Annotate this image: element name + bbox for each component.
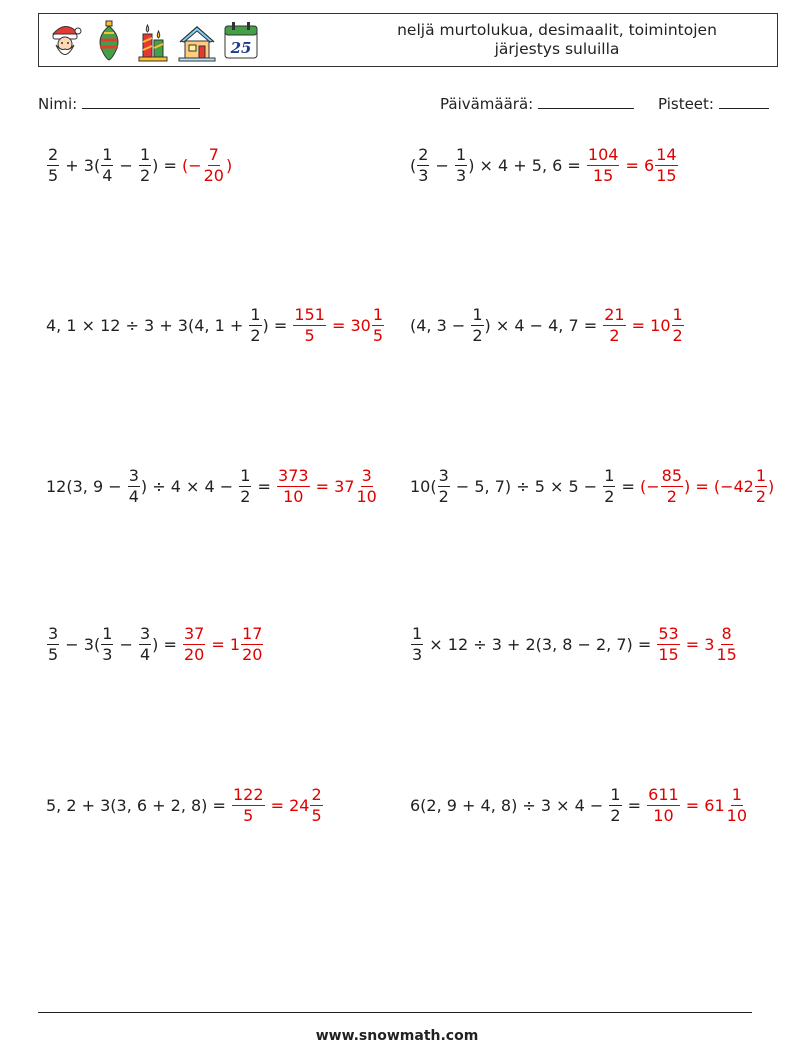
expression-text: − 5, 7) ÷ 5 × 5 −	[450, 477, 603, 496]
expression-text: )	[768, 477, 775, 496]
numerator: 37	[183, 624, 205, 643]
answer	[276, 468, 379, 505]
expression-text: = 6	[620, 156, 655, 175]
answer	[182, 147, 232, 184]
house-icon	[177, 18, 217, 62]
denominator: 20	[203, 166, 224, 185]
denominator: 15	[658, 645, 679, 664]
problem-10	[410, 787, 749, 824]
fraction	[755, 468, 767, 505]
santa-icon	[45, 18, 85, 62]
expression-text: (4, 3 −	[410, 316, 471, 335]
denominator: 2	[240, 487, 251, 506]
denominator: 2	[610, 806, 621, 825]
numerator: 3	[48, 624, 59, 643]
numerator: 1	[472, 305, 483, 324]
denominator: 5	[48, 166, 59, 185]
fraction	[372, 307, 384, 344]
numerator: 1	[102, 145, 113, 164]
denominator: 3	[456, 166, 467, 185]
fraction	[471, 307, 483, 344]
fraction	[657, 626, 679, 663]
fraction	[726, 787, 748, 824]
score-blank[interactable]	[719, 94, 769, 109]
denominator: 5	[304, 326, 315, 345]
expression-text: = 61	[680, 796, 725, 815]
fraction	[101, 626, 113, 663]
fraction	[603, 307, 625, 344]
denominator: 2	[438, 487, 449, 506]
denominator: 4	[128, 487, 139, 506]
answer	[656, 626, 738, 663]
fraction	[417, 147, 429, 184]
expression-text: )	[225, 156, 233, 175]
score-field[interactable]	[658, 94, 769, 113]
svg-text:25: 25	[230, 39, 252, 57]
denominator: 4	[102, 166, 113, 185]
expression-text: (	[410, 156, 417, 175]
numerator: 1	[240, 466, 251, 485]
fraction	[101, 147, 113, 184]
worksheet-title	[357, 21, 757, 59]
denominator: 5	[48, 645, 59, 664]
fraction	[47, 626, 59, 663]
numerator: 1	[372, 305, 384, 324]
numerator: 8	[721, 624, 732, 643]
numerator: 2	[311, 785, 322, 804]
numerator: 1	[139, 145, 151, 164]
denominator: 2	[666, 487, 677, 506]
expression-text: = 10	[626, 316, 671, 335]
fraction	[411, 626, 423, 663]
expression-text: × 12 ÷ 3 + 2(3, 8 − 2, 7) =	[424, 635, 657, 654]
answer	[182, 626, 264, 663]
answer	[646, 787, 749, 824]
denominator: 5	[372, 326, 384, 345]
expression-text: = 37	[310, 477, 355, 496]
expression-text: + 3(	[60, 156, 101, 175]
name-label: Nimi:	[38, 95, 78, 113]
footer-divider	[38, 1012, 752, 1013]
denominator: 3	[412, 645, 423, 664]
denominator: 2	[250, 326, 261, 345]
numerator: 1	[755, 466, 767, 485]
numerator: 373	[278, 466, 309, 485]
fraction	[277, 468, 310, 505]
denominator: 2	[139, 166, 151, 185]
expression-text: ) =	[152, 635, 182, 654]
answer	[292, 307, 385, 344]
numerator: 7	[208, 145, 219, 164]
expression-text: =	[252, 477, 277, 496]
problem-7	[46, 626, 264, 663]
problem-9	[46, 787, 324, 824]
problem-5	[46, 468, 379, 505]
expression-text: = 24	[265, 796, 310, 815]
problem-1	[46, 147, 232, 184]
date-field[interactable]	[440, 94, 634, 113]
numerator: 3	[139, 624, 151, 643]
numerator: 17	[242, 624, 263, 643]
calendar-icon	[221, 18, 261, 62]
denominator: 3	[102, 645, 113, 664]
numerator: 85	[661, 466, 683, 485]
fraction	[183, 626, 205, 663]
fraction	[438, 468, 450, 505]
date-blank[interactable]	[538, 94, 634, 109]
numerator: 3	[438, 466, 449, 485]
fraction	[655, 147, 677, 184]
fraction	[293, 307, 326, 344]
problem-8	[410, 626, 739, 663]
numerator: 1	[456, 145, 467, 164]
name-blank[interactable]	[82, 94, 200, 109]
fraction	[609, 787, 621, 824]
expression-text: = 1	[206, 635, 241, 654]
fraction	[128, 468, 140, 505]
denominator: 10	[653, 806, 674, 825]
expression-text: (−	[181, 156, 202, 175]
denominator: 20	[183, 645, 205, 664]
numerator: 104	[587, 145, 619, 164]
expression-text: −	[430, 156, 455, 175]
numerator: 1	[604, 466, 615, 485]
expression-text: =	[616, 477, 641, 496]
ornament-icon	[89, 18, 129, 62]
fraction	[356, 468, 378, 505]
expression-text: ) × 4 + 5, 6 =	[468, 156, 586, 175]
denominator: 2	[609, 326, 620, 345]
denominator: 15	[716, 645, 737, 664]
expression-text: ) =	[152, 156, 182, 175]
fraction	[47, 147, 59, 184]
denominator: 10	[356, 487, 377, 506]
expression-text: = 30	[326, 316, 371, 335]
fraction	[249, 307, 261, 344]
fraction	[310, 787, 322, 824]
expression-text: (−	[640, 477, 660, 496]
expression-text: 12(3, 9 −	[46, 477, 127, 496]
expression-text: = 3	[680, 635, 715, 654]
denominator: 5	[243, 806, 254, 825]
fraction	[603, 468, 615, 505]
title-line-1: neljä murtolukua, desimaalit, toimintojen	[397, 21, 717, 39]
date-label: Päivämäärä:	[440, 95, 534, 113]
fraction	[139, 626, 151, 663]
fraction	[587, 147, 620, 184]
answer	[602, 307, 684, 344]
fraction	[647, 787, 680, 824]
expression-text: −	[114, 156, 138, 175]
problem-3	[46, 307, 385, 344]
answer	[586, 147, 679, 184]
numerator: 3	[128, 466, 139, 485]
name-field[interactable]	[38, 94, 200, 113]
denominator: 15	[656, 166, 677, 185]
expression-text: ) ÷ 4 × 4 −	[140, 477, 239, 496]
numerator: 1	[412, 624, 423, 643]
numerator: 1	[102, 624, 113, 643]
expression-text: 4, 1 × 12 ÷ 3 + 3(4, 1 +	[46, 316, 249, 335]
fraction	[241, 626, 263, 663]
numerator: 1	[250, 305, 261, 324]
expression-text: ) =	[262, 316, 293, 335]
expression-text: −	[114, 635, 138, 654]
numerator: 151	[294, 305, 325, 324]
score-label: Pisteet:	[658, 95, 714, 113]
denominator: 10	[283, 487, 304, 506]
fraction	[661, 468, 683, 505]
fraction	[239, 468, 251, 505]
denominator: 2	[472, 326, 483, 345]
fraction	[715, 626, 737, 663]
numerator: 2	[418, 145, 429, 164]
expression-text: ) × 4 − 4, 7 =	[484, 316, 603, 335]
worksheet-header	[38, 13, 778, 67]
problem-6	[410, 468, 774, 505]
answer	[640, 468, 774, 505]
numerator: 1	[672, 305, 683, 324]
expression-text: 10(	[410, 477, 437, 496]
numerator: 611	[648, 785, 679, 804]
denominator: 3	[418, 166, 429, 185]
denominator: 2	[672, 326, 683, 345]
denominator: 2	[604, 487, 615, 506]
expression-text: − 3(	[60, 635, 101, 654]
expression-text: 6(2, 9 + 4, 8) ÷ 3 × 4 −	[410, 796, 609, 815]
numerator: 14	[656, 145, 677, 164]
answer	[231, 787, 324, 824]
denominator: 20	[242, 645, 263, 664]
header-icons	[45, 18, 261, 62]
fraction	[672, 307, 684, 344]
numerator: 21	[604, 305, 625, 324]
fraction	[139, 147, 151, 184]
fraction	[203, 147, 225, 184]
numerator: 3	[361, 466, 372, 485]
expression-text: =	[622, 796, 647, 815]
title-line-2: järjestys suluilla	[494, 40, 620, 58]
footer-url[interactable]: www.snowmath.com	[315, 1028, 479, 1044]
numerator: 2	[48, 145, 59, 164]
denominator: 4	[139, 645, 151, 664]
expression-text: ) = (−42	[684, 477, 754, 496]
fraction	[455, 147, 467, 184]
problem-4	[410, 307, 685, 344]
problem-2	[410, 147, 679, 184]
numerator: 53	[658, 624, 679, 643]
numerator: 122	[233, 785, 264, 804]
fraction	[232, 787, 265, 824]
numerator: 1	[610, 785, 621, 804]
denominator: 5	[311, 806, 322, 825]
denominator: 15	[592, 166, 614, 185]
candles-icon	[133, 18, 173, 62]
numerator: 1	[731, 785, 742, 804]
denominator: 2	[755, 487, 767, 506]
expression-text: 5, 2 + 3(3, 6 + 2, 8) =	[46, 796, 231, 815]
denominator: 10	[726, 806, 748, 825]
